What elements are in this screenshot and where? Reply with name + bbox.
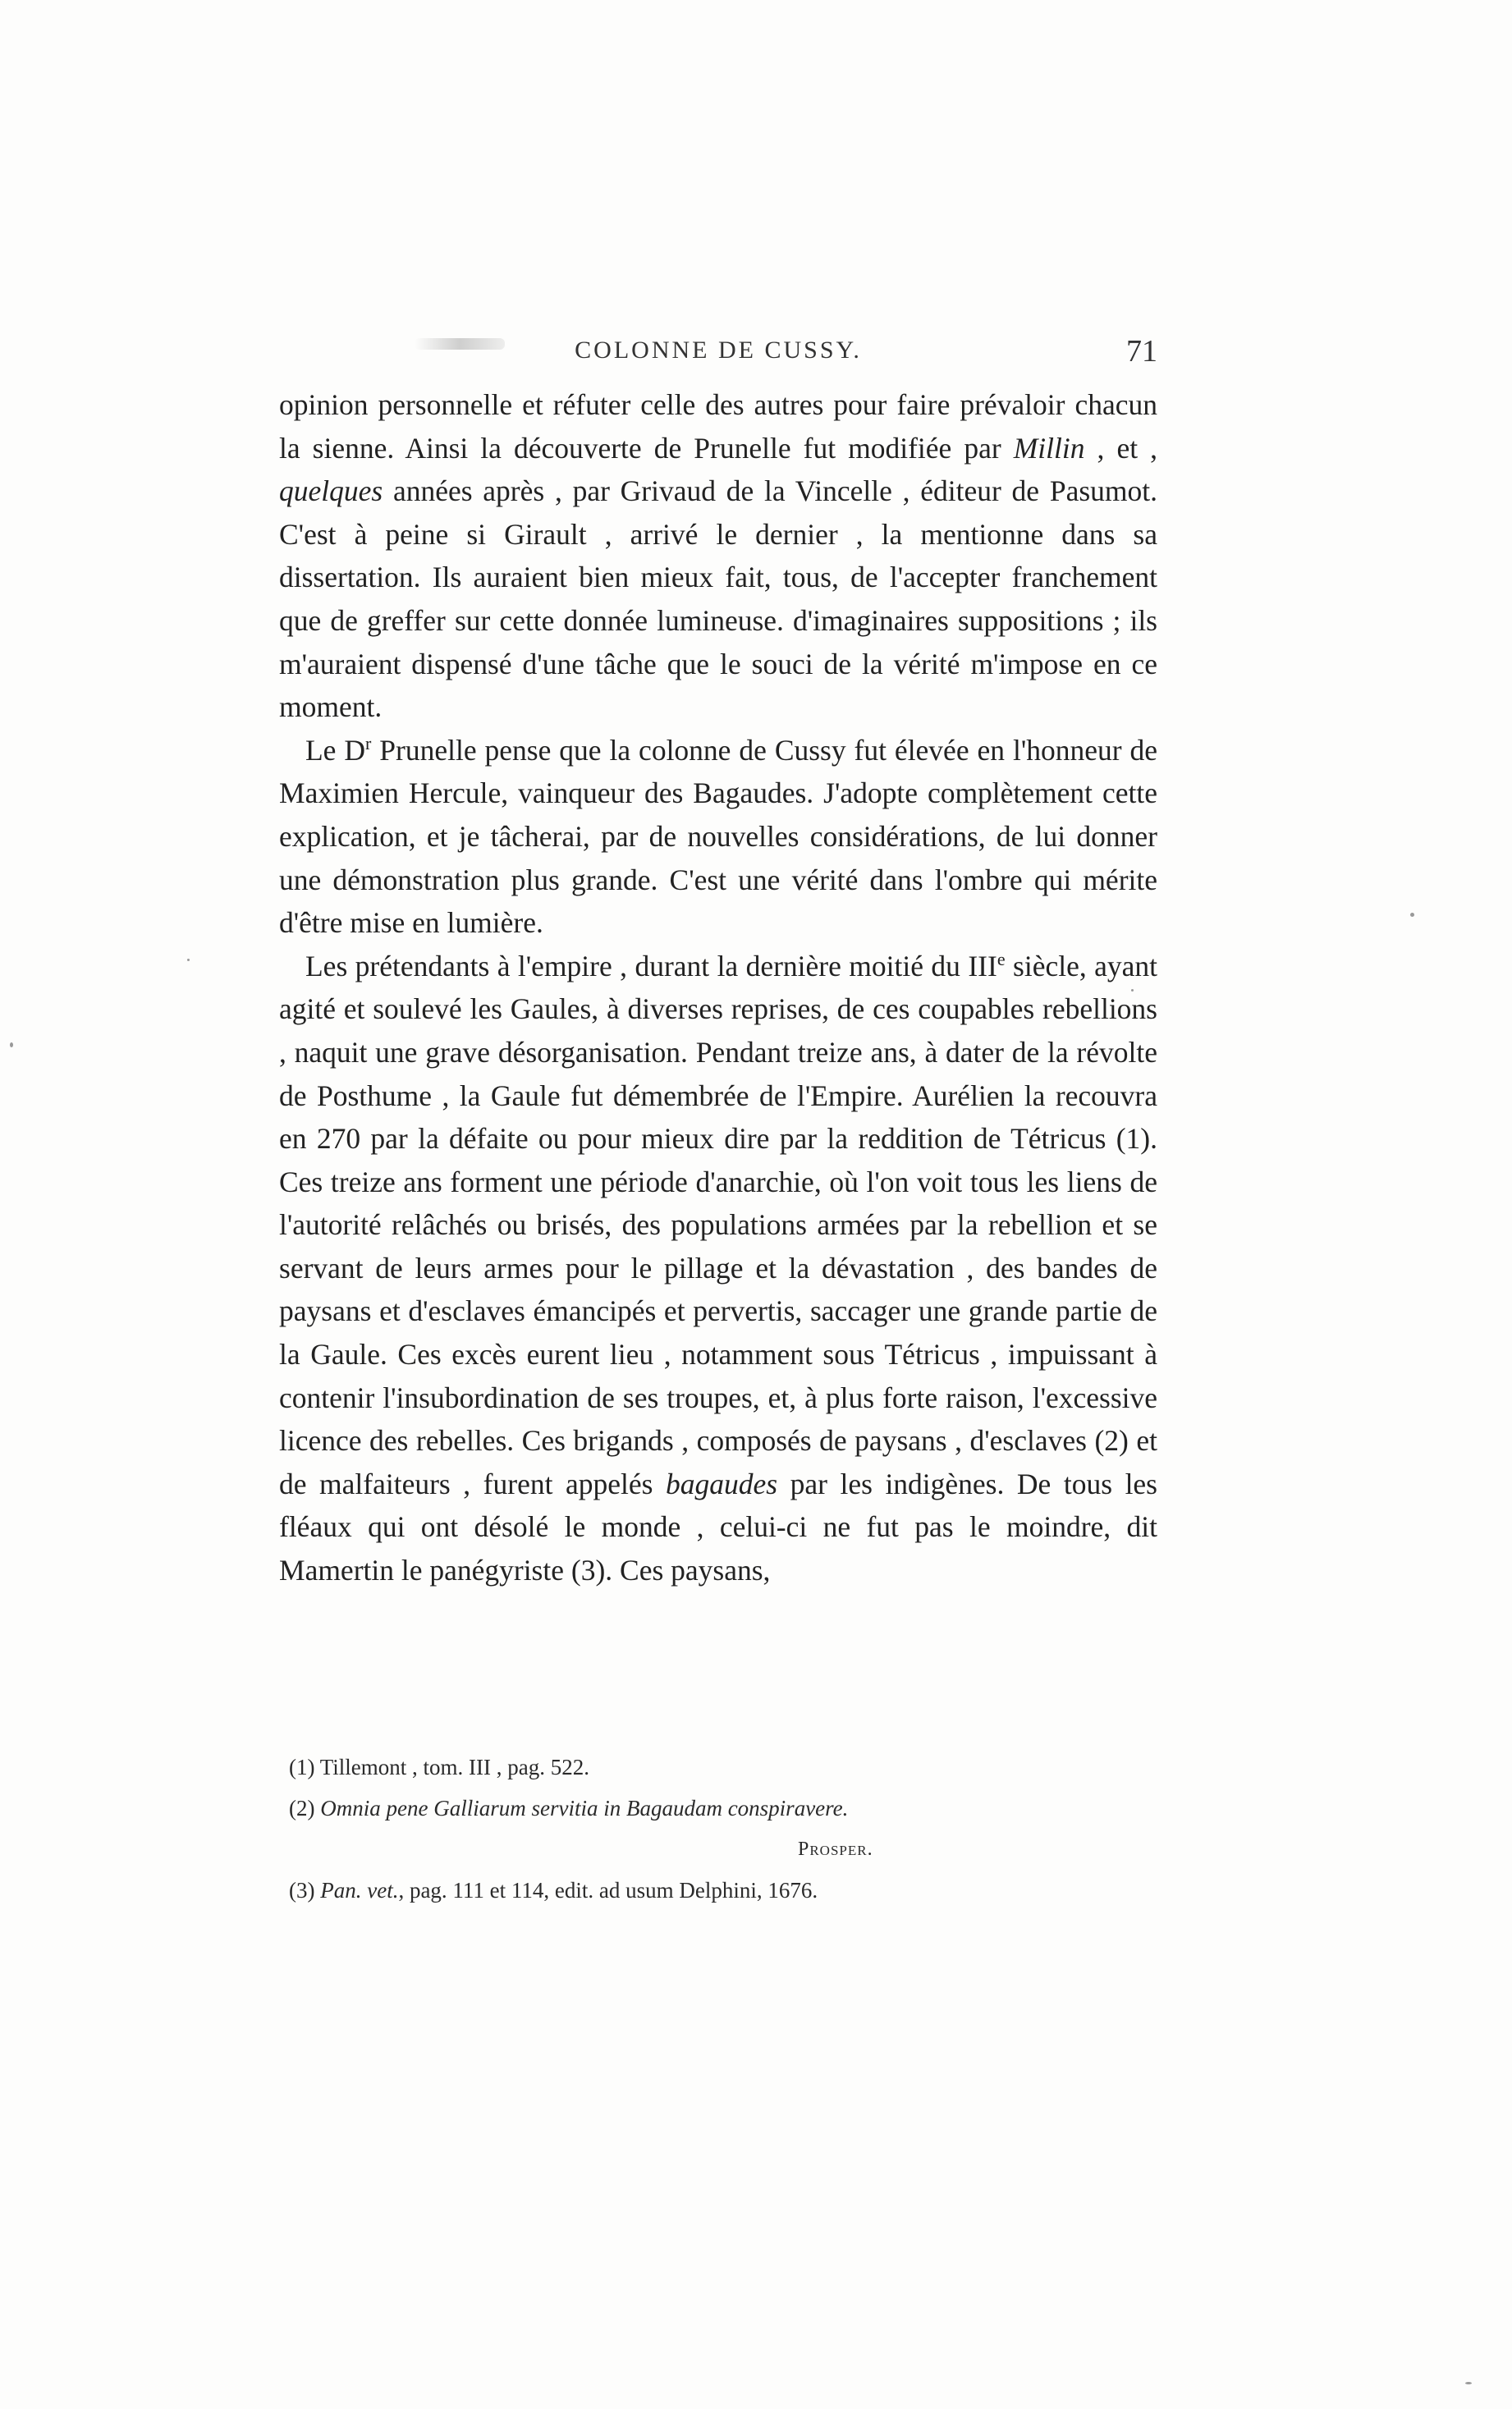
footnotes xyxy=(289,1747,1157,1911)
footnote-2-signature: Prosper. xyxy=(798,1839,873,1860)
footnote-3 xyxy=(289,1870,1157,1911)
paper-speck xyxy=(1465,2382,1472,2384)
text-run: , et , xyxy=(1084,431,1157,465)
italic-run: Millin xyxy=(1013,431,1085,465)
footnote-2-quote: Omnia pene Galliarum servitia in Bagaudam conspiravere. xyxy=(320,1796,849,1820)
paragraph-1 xyxy=(279,383,1157,729)
text-run: opinion personnelle et réfuter celle des autres pour faire prévaloir chacun la sienne. Ainsi la découverte de Prunelle fut modifiée par xyxy=(279,388,1157,465)
superscript: r xyxy=(365,732,372,753)
italic-run: bagaudes xyxy=(665,1467,778,1500)
footnote-1: (1) Tillemont , tom. III , pag. 522. xyxy=(289,1755,589,1779)
running-title: COLONNE DE CUSSY. xyxy=(575,337,862,364)
superscript: e xyxy=(997,948,1006,969)
body-text xyxy=(279,383,1157,1592)
text-run: Le D xyxy=(305,733,366,767)
paper-speck xyxy=(10,1042,13,1047)
paper-speck xyxy=(1410,913,1414,917)
paper-speck xyxy=(1131,989,1134,992)
paper-speck xyxy=(187,959,190,961)
paragraph-2 xyxy=(279,729,1157,945)
italic-run: quelques xyxy=(279,474,383,508)
page-number: 71 xyxy=(1126,334,1157,369)
footnote-3-reference: , pag. 111 et 114, edit. ad usum Delphini, 1676. xyxy=(398,1878,818,1903)
text-run: Prunelle pense que la colonne de Cussy fut élevée en l'honneur de Maximien Hercule, vainqueur des Bagaudes. J'adopte complètement cette explication, et je tâcherai, par de nouvelles considérations, de lui donner une démonstration plus grande. C'est une vérité dans l'ombre qui mérite d'être mise en lumière. xyxy=(279,733,1157,940)
footnote-3-title: Pan. vet. xyxy=(320,1878,399,1903)
text-run: années après , par Grivaud de la Vincelle , éditeur de Pasumot. C'est à peine si Girault , arrivé le dernier , la mentionne dans sa dissertation. Ils auraient bien mieux fait, tous, de l'accepter franchement que de greffer sur cette donnée lumineuse. d'imaginaires suppositions ; ils m'auraient dispensé d'une tâche que le souci de la vérité m'impose en ce moment. xyxy=(279,474,1157,724)
text-run: siècle, ayant agité et soulevé les Gaules, à diverses reprises, de ces coupables rebellions , naquit une grave désorganisation. Pendant treize ans, à dater de la révolte de Posthume , la Gaule fut démembrée de l'Empire. Aurélien la recouvra en 270 par la défaite ou pour mieux dire par la reddition de Tétricus (1). Ces treize ans forment une période d'anarchie, où l'on voit tous les liens de l'autorité relâchés ou brisés, des populations armées par la rebellion et se servant de leurs armes pour le pillage et la dévastation , des bandes de paysans et d'esclaves émancipés et pervertis, saccager une grande partie de la Gaule. Ces excès eurent lieu , notamment sous Tétricus , impuissant à contenir l'insubordination de ses troupes, et, à plus forte raison, l'excessive licence des rebelles. Ces brigands , composés de paysans , d'esclaves (2) et de malfaiteurs , furent appelés xyxy=(279,949,1157,1500)
page-header xyxy=(279,334,1157,378)
text-run: Les prétendants à l'empire , durant la dernière moitié du III xyxy=(305,949,997,982)
footnote-2 xyxy=(289,1788,1157,1829)
footnote-2-number: (2) xyxy=(289,1796,321,1820)
text-run: par les indigènes. De tous les fléaux qui ont désolé le monde , celui-ci ne fut pas le moindre, dit Mamertin le panégyriste (3). Ces paysans, xyxy=(279,1467,1158,1587)
paragraph-3 xyxy=(279,945,1157,1592)
footnote-3-number: (3) xyxy=(289,1878,321,1903)
